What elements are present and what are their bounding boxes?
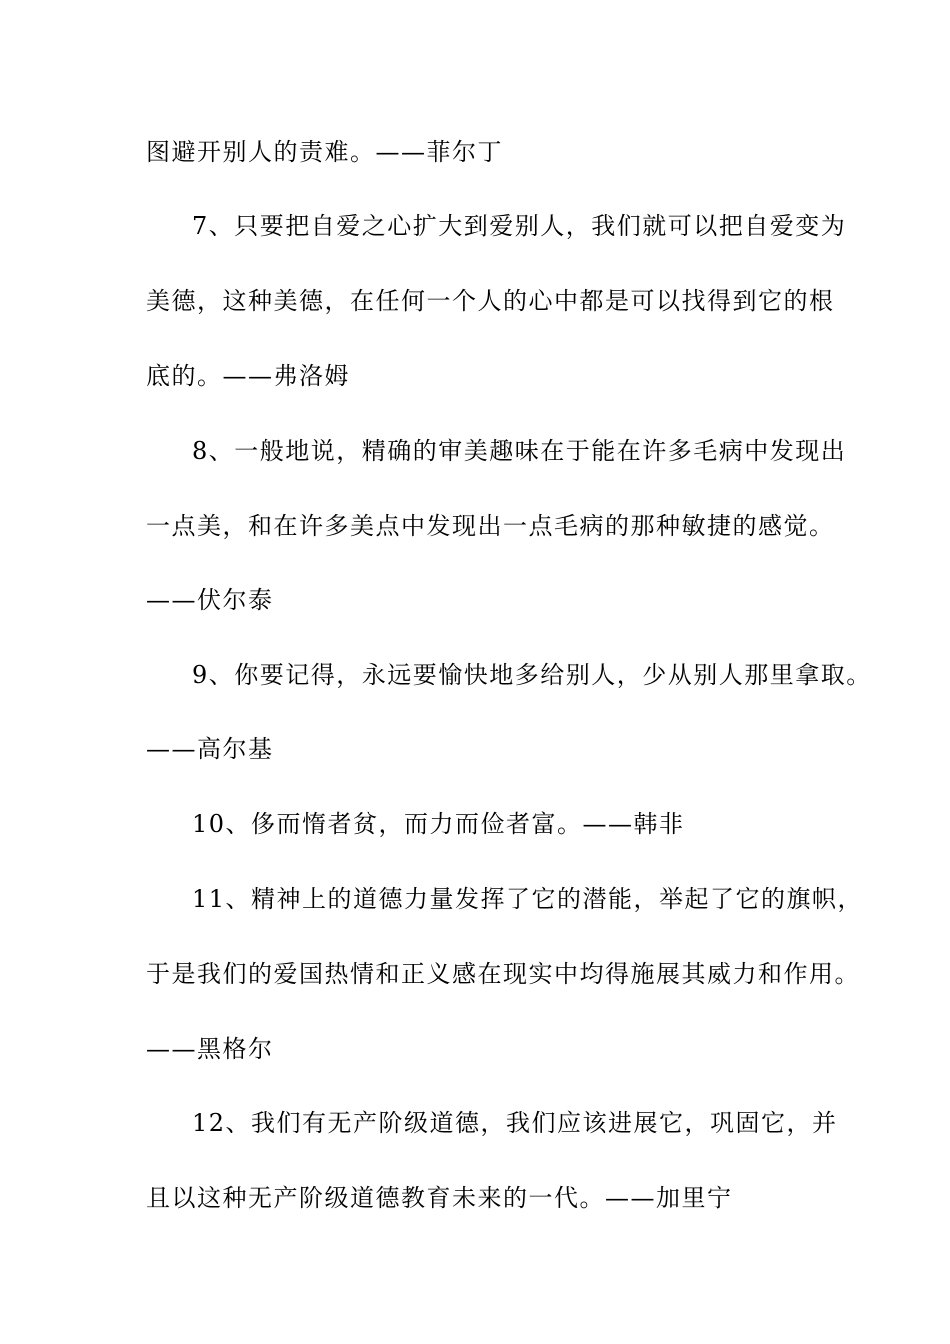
- quote-11-line: 11、精神上的道德力量发挥了它的潜能，举起了它的旗帜，: [192, 885, 864, 913]
- text-line: 且以这种无产阶级道德教育未来的一代。——加里宁: [146, 1184, 733, 1212]
- quote-7-line: 7、只要把自爱之心扩大到爱别人，我们就可以把自爱变为: [192, 212, 847, 240]
- text-line: ——伏尔泰: [146, 586, 274, 614]
- text-line: 美德，这种美德，在任何一个人的心中都是可以找得到它的根: [146, 287, 835, 315]
- quote-10-line: 10、侈而惰者贫，而力而俭者富。——韩非: [192, 810, 685, 838]
- text-line: 图避开别人的责难。——菲尔丁: [146, 138, 503, 166]
- text-line: 底的。——弗洛姆: [146, 362, 350, 390]
- text-line: ——黑格尔: [146, 1035, 274, 1063]
- quote-8-line: 8、一般地说，精确的审美趣味在于能在许多毛病中发现出: [192, 437, 847, 465]
- text-line: 于是我们的爱国热情和正义感在现实中均得施展其威力和作用。: [146, 960, 860, 988]
- quote-12-line: 12、我们有无产阶级道德，我们应该进展它，巩固它，并: [192, 1109, 838, 1137]
- text-line: ——高尔基: [146, 735, 274, 763]
- quote-9-line: 9、你要记得，永远要愉快地多给别人，少从别人那里拿取。: [192, 661, 872, 689]
- text-line: 一点美，和在许多美点中发现出一点毛病的那种敏捷的感觉。: [146, 512, 835, 540]
